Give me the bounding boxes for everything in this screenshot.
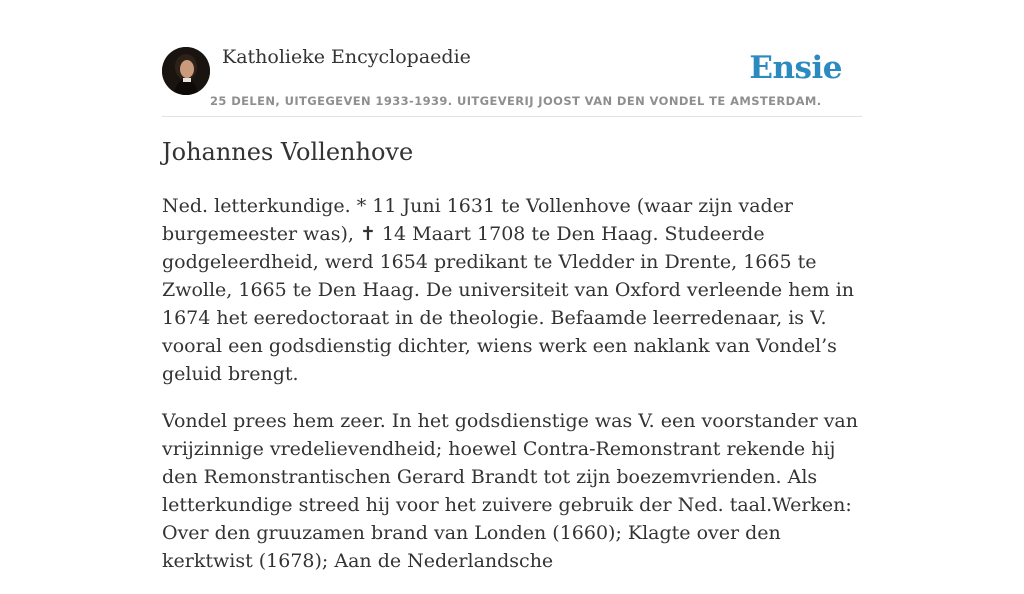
portrait-icon: [162, 47, 210, 95]
source-title[interactable]: Katholieke Encyclopaedie: [222, 46, 471, 68]
article-body: [162, 192, 862, 594]
article-paragraph: Ned. letterkundige. * 11 Juni 1631 te Vollenhove (waar zijn vader burgemeester was), ✝ 14 Maart 1708 te Den Haag. Studeerde godgeleerdheid, werd 1654 predikant te Vledder in Drente, 1665 te Zwolle, 1665 te Den Haag. De universiteit van Oxford verleende hem in 1674 het eeredoctoraat in de theologie. Befaamde leerredenaar, is V. vooral een godsdienstig dichter, wiens werk een naklank van Vondel’s geluid brengt.: [162, 195, 855, 385]
brand-logo-link[interactable]: Ensie: [749, 50, 842, 86]
article-paragraph: Vondel prees hem zeer. In het godsdienstige was V. een voorstander van vrijzinnige vredelievendheid; hoewel Contra-Remonstrant rekende hij den Remonstrantischen Gerard Brandt tot zijn boezemvrienden. Als letterkundige streed hij voor het zuivere gebruik der Ned. taal.Werken: Over den gruuzamen brand van Londen (1660); Klagte over den kerktwist (1678); Aan de Nederlandsche: [162, 410, 858, 572]
portrait-avatar[interactable]: [162, 47, 210, 95]
source-subtitle: 25 DELEN, UITGEGEVEN 1933-1939. UITGEVERIJ JOOST VAN DEN VONDEL TE AMSTERDAM.: [210, 94, 822, 108]
article-title: Johannes Vollenhove: [162, 138, 414, 166]
site-header: [162, 44, 862, 117]
